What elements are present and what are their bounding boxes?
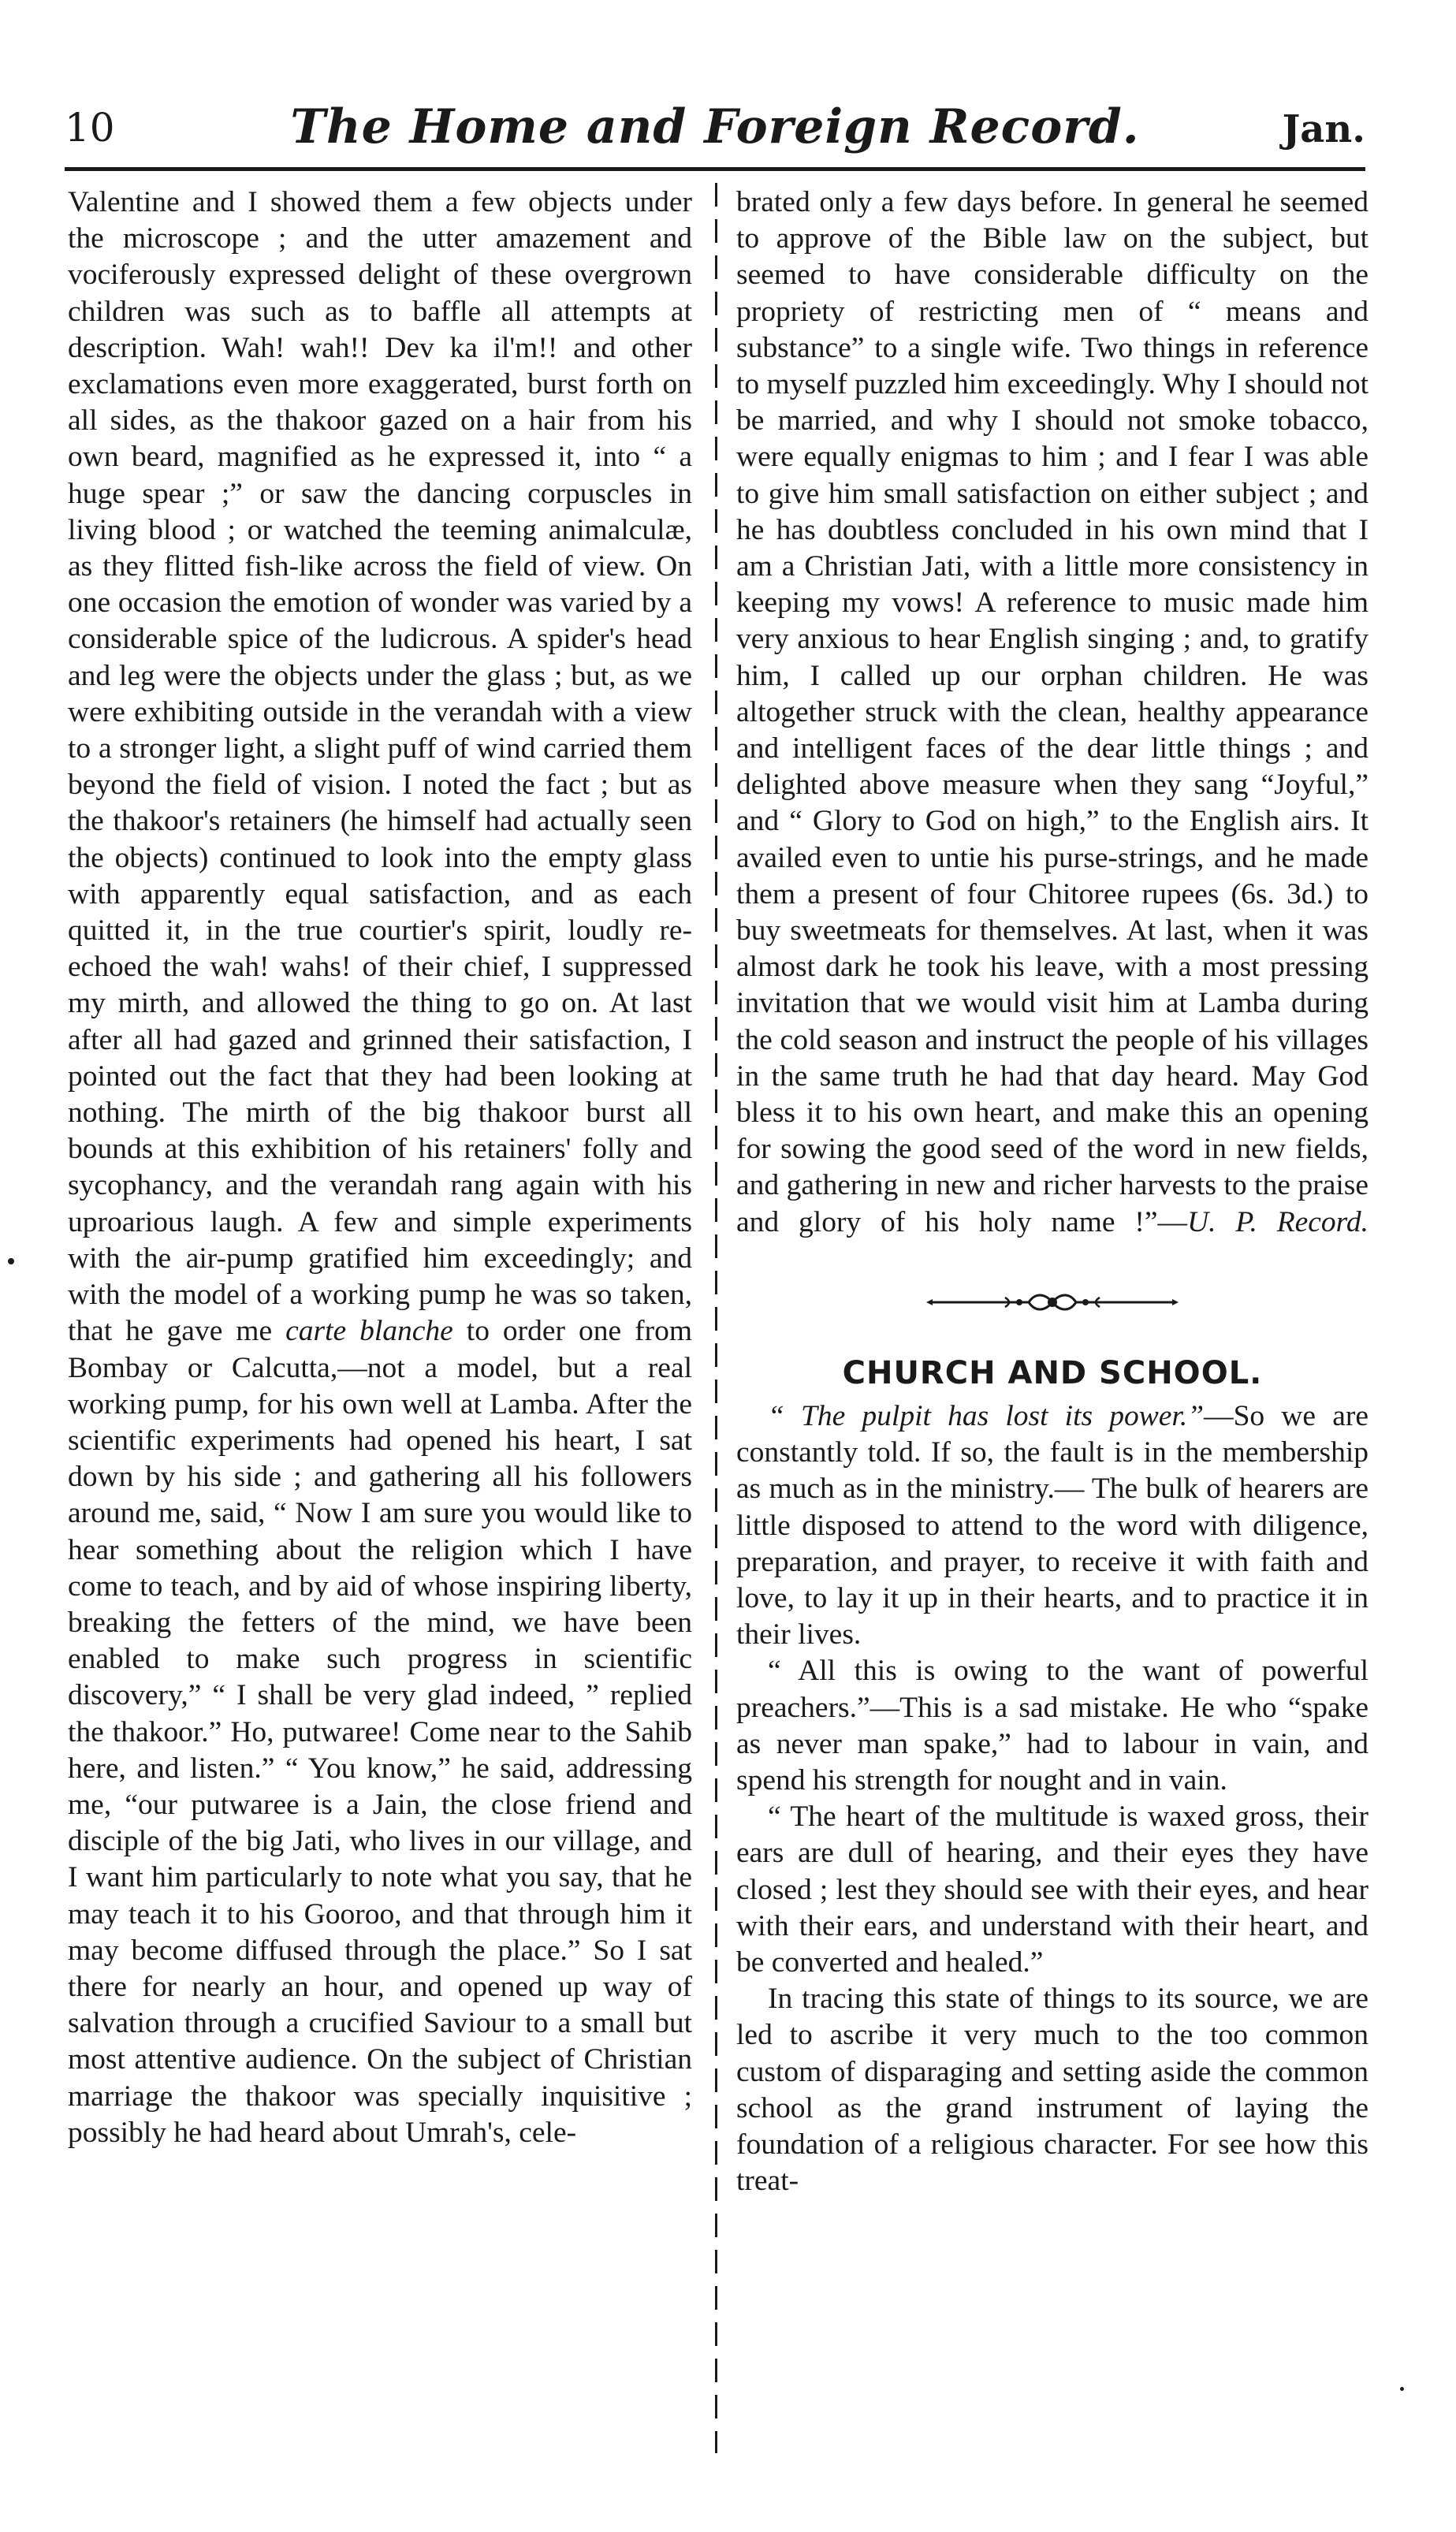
article-paragraph: [736, 1398, 1368, 1653]
paragraph-text: —So we are constantly told. If so, the fault is in the membership as much as in the ministry.— The bulk of hearers are little disposed to attend to the word with diligence, preparation, and prayer, to receive it with faith and love, to lay it up in their hearts, and to practice it in their lives.: [736, 1399, 1368, 1651]
article-paragraph: “ The heart of the multitude is waxed gross, their ears are dull of hearing, and their eyes they have closed ; lest they should see with their eyes, and hear with their ears, and understand with their heart, and be converted and healed.”: [736, 1800, 1368, 1979]
article-paragraph: [736, 184, 1368, 1241]
source-attribution: U. P. Record.: [1187, 1205, 1368, 1238]
paragraph-text: to order one from Bombay or Calcutta,—not a model, but a real working pump, for his own well at Lamba. After the scientific experiments had opened his heart, I sat down by his side ; and gathering all his followers around me, said, “ Now I am sure you would like to hear something about the religion which I have come to teach, and by aid of whose inspiring liberty, breaking the fetters of the mind, we have been enabled to make such progress in scientific discovery,” “ I shall be very glad indeed, ” replied the thakoor.” Ho, putwaree! Come near to the Sahib here, and listen.” “ You know,” he said, addressing me, “our putwaree is a Jain, the close friend and disciple of the big Jati, who lives in our village, and I want him particularly to note what you say, that he may teach it to his Gooroo, and that through him it may become diffused through the place.” So I sat there for nearly an hour, and opened up way of salvation through a crucified Saviour to a small but most attentive audience. On the subject of Christian marriage the thakoor was specially inquisitive ; possibly he had heard about Umrah's, cele-: [68, 1315, 693, 2149]
header-rule: [65, 167, 1365, 171]
italic-phrase: carte blanche: [285, 1315, 453, 1348]
paragraph-text: Valentine and I showed them a few objects under the microscope ; and the utter amazement and vociferously expressed delight of these overgrown children was such as to baffle all attempts at description. Wah! wah!! Dev ka il'm!! and other exclamations even more exaggerated, burst forth on all sides, as the thakoor gazed on a hair from his own beard, magnified as he expressed it, into “ a huge spear ;” or saw the dancing corpuscles in living blood ; or watched the teeming animalculæ, as they flitted fish-like across the field of view. On one occasion the emotion of wonder was varied by a considerable spice of the ludicrous. A spider's head and leg were the objects under the glass ; but, as we were exhibiting outside in the verandah with a view to a stronger light, a slight puff of wind carried them beyond the field of vision. I noted the fact ; but as the thakoor's retainers (he himself had actually seen the objects) continued to look into the empty glass with apparently equal satisfaction, and as each quitted it, in the true courtier's spirit, loudly re-echoed the wah! wahs! of their chief, I suppressed my mirth, and allowed the thing to go on. At last after all had gazed and grinned their satisfaction, I pointed out the fact that they had been looking at nothing. The mirth of the big thakoor burst all bounds at this exhibition of his retainers' folly and sycophancy, and the verandah rang again with his uproarious laugh. A few and simple experiments with the air-pump gratified him exceedingly; and with the model of a working pump he was so taken, that he gave me: [68, 186, 692, 1348]
page-number: 10: [65, 105, 115, 151]
article-paragraph: [68, 184, 692, 2151]
publication-title: The Home and Foreign Record.: [290, 99, 1140, 155]
print-speck: [1400, 2387, 1404, 2391]
page-header: [65, 96, 1365, 167]
right-column: [736, 184, 1368, 2199]
column-divider: [715, 183, 717, 2453]
quote-phrase: “ The pulpit has lost its power.”: [768, 1399, 1205, 1432]
section-heading: CHURCH AND SCHOOL.: [842, 1354, 1263, 1391]
left-column: [68, 184, 692, 2151]
print-speck: [8, 1258, 14, 1264]
ornament-divider: [736, 1286, 1368, 1318]
article-paragraph: In tracing this state of things to its source, we are led to ascribe it very much to the too common custom of disparaging and setting aside the common school as the grand instrument of laying the foundation of a religious character. For see how this treat-: [736, 1983, 1368, 2198]
ornament-icon: [926, 1286, 1179, 1318]
issue-month: Jan.: [1282, 107, 1365, 151]
paragraph-text: brated only a few days before. In general he seemed to approve of the Bible law on the subject, but seemed to have considerable difficulty on the propriety of restricting men of “ means and substance” to a single wife. Two things in reference to myself puzzled him exceedingly. Why I should not be married, and why I should not smoke tobacco, were equally enigmas to him ; and I fear I was able to give him small satisfaction on either subject ; and he has doubtless concluded in his own mind that I am a Christian Jati, with a little more consistency in keeping my vows! A reference to music made him very anxious to hear English singing ; and, to gratify him, I called up our orphan children. He was altogether struck with the clean, healthy appearance and intelligent faces of the dear little things ; and delighted above measure when they sang “Joyful,” and “ Glory to God on high,” to the English airs. It availed even to untie his purse-strings, and he made them a present of four Chitoree rupees (6s. 3d.) to buy sweetmeats for themselves. At last, when it was almost dark he took his leave, with a most pressing invitation that we would visit him at Lamba during the cold season and instruct the people of his villages in the same truth he had that day heard. May God bless it to his own heart, and make this an opening for sowing the good seed of the word in new fields, and gathering in new and richer harvests to the praise and glory of his holy name !”—: [736, 186, 1368, 1238]
article-paragraph: “ All this is owing to the want of powerful preachers.”—This is a sad mistake. He who “spake as never man spake,” had to labour in vain, and spend his strength for nought and in vain.: [736, 1655, 1368, 1797]
